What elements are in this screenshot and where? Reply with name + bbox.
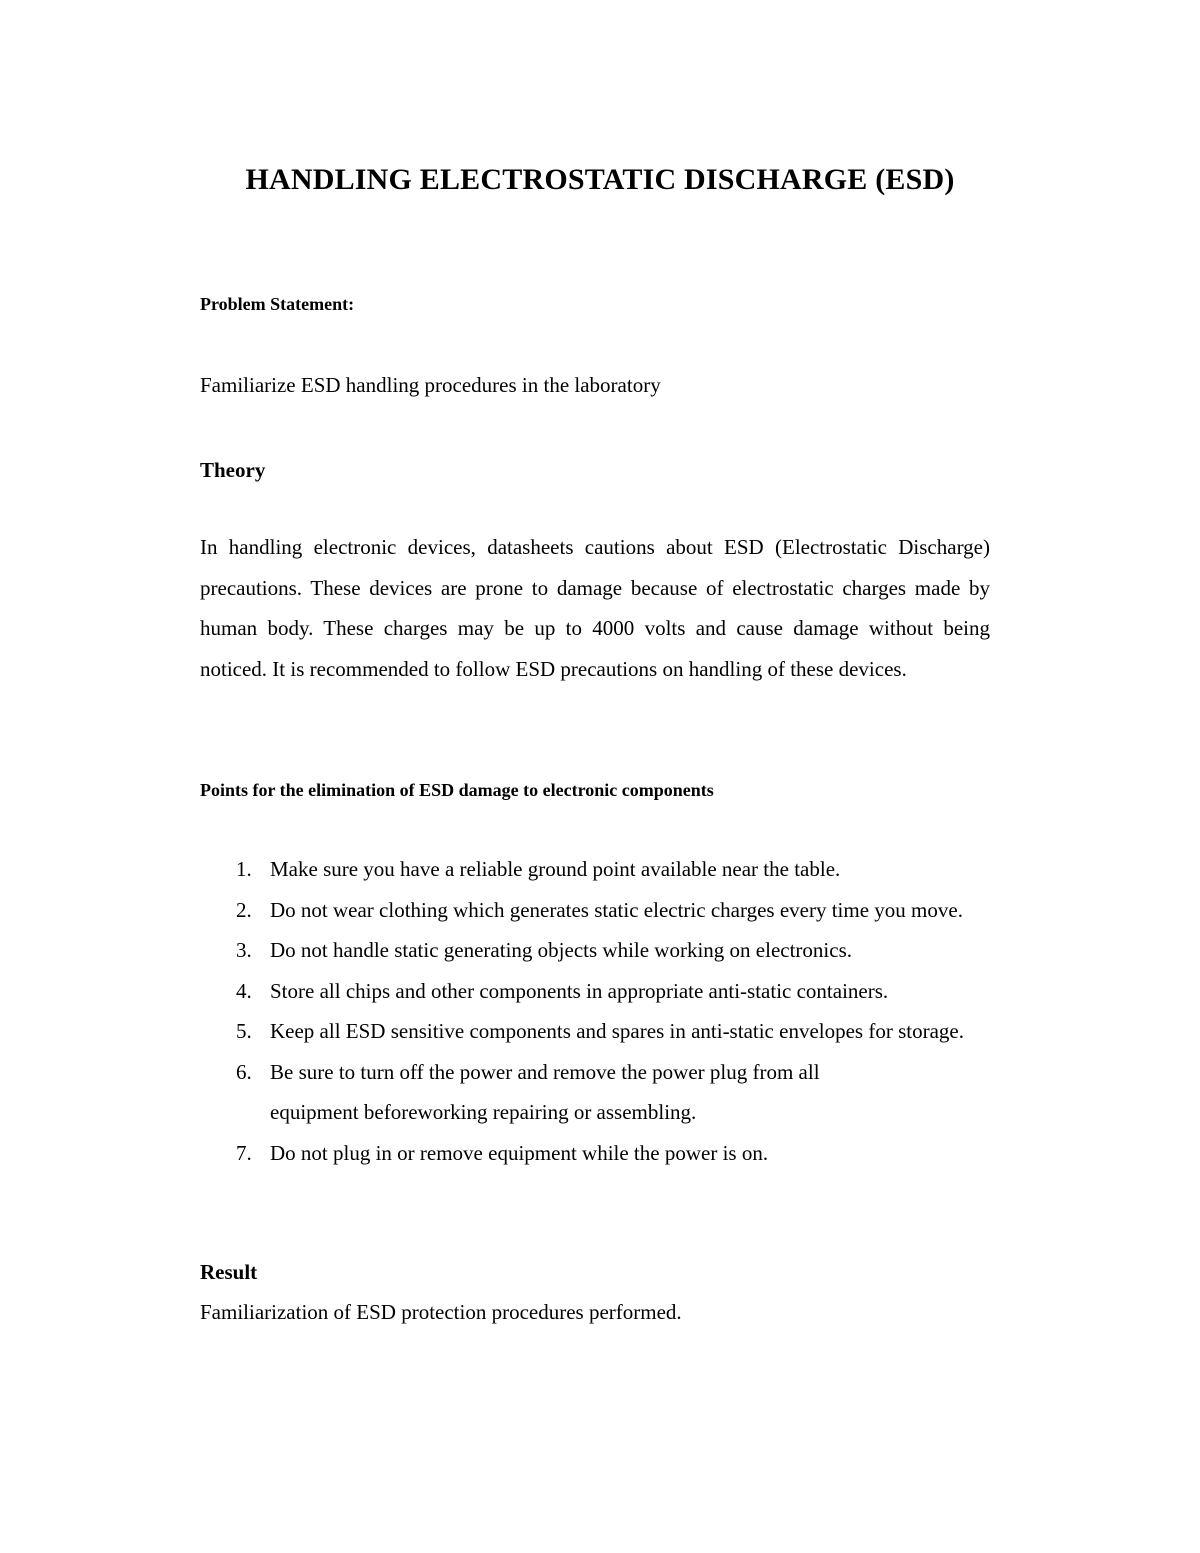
list-item-number: 1. [236, 857, 252, 881]
points-list [232, 849, 1092, 1173]
theory-heading: Theory [200, 458, 266, 482]
list-item-text: Make sure you have a reliable ground point available near the table. [270, 857, 841, 881]
list-item-number: 5. [236, 1019, 252, 1043]
list-item [232, 930, 1092, 971]
list-item [232, 1133, 1092, 1174]
list-item-text: Be sure to turn off the power and remove the power plug from all [270, 1059, 820, 1084]
problem-statement-label: Problem Statement: [200, 294, 355, 314]
list-item-number: 2. [236, 897, 252, 922]
list-item-continuation: equipment beforeworking repairing or assembling. [270, 1100, 697, 1124]
theory-paragraph: In handling electronic devices, datasheets cautions about ESD (Electrostatic Discharge) precautions. These devices are prone to damage because of electrostatic charges made by human body. These charges may be up to 4000 volts and cause damage without being noticed. It is recommended to follow ESD precautions on handling of these devices. [200, 535, 990, 681]
list-item-number: 3. [236, 938, 252, 962]
document-title: HANDLING ELECTROSTATIC DISCHARGE (ESD) [245, 163, 955, 196]
list-item-number: 4. [236, 978, 252, 1003]
list-item [232, 1011, 1092, 1052]
list-item-text: Do not handle static generating objects while working on electronics. [270, 938, 853, 962]
list-item [232, 890, 1092, 931]
list-item [232, 971, 1092, 1012]
list-item-text: Do not wear clothing which generates static electric charges every time you move. [270, 897, 963, 922]
list-item [232, 849, 1092, 890]
list-item-text: Store all chips and other components in appropriate anti-static containers. [270, 978, 889, 1003]
result-text: Familiarization of ESD protection procedures performed. [200, 1300, 682, 1324]
points-heading: Points for the elimination of ESD damage to electronic components [200, 780, 714, 800]
problem-statement-text: Familiarize ESD handling procedures in the laboratory [200, 373, 661, 397]
list-item-number: 7. [236, 1140, 252, 1165]
result-heading: Result [200, 1260, 258, 1284]
list-item-text: Do not plug in or remove equipment while the power is on. [270, 1140, 769, 1165]
list-item [232, 1052, 1092, 1133]
list-item-number: 6. [236, 1059, 252, 1084]
list-item-text: Keep all ESD sensitive components and spares in anti-static envelopes for storage. [270, 1019, 964, 1043]
